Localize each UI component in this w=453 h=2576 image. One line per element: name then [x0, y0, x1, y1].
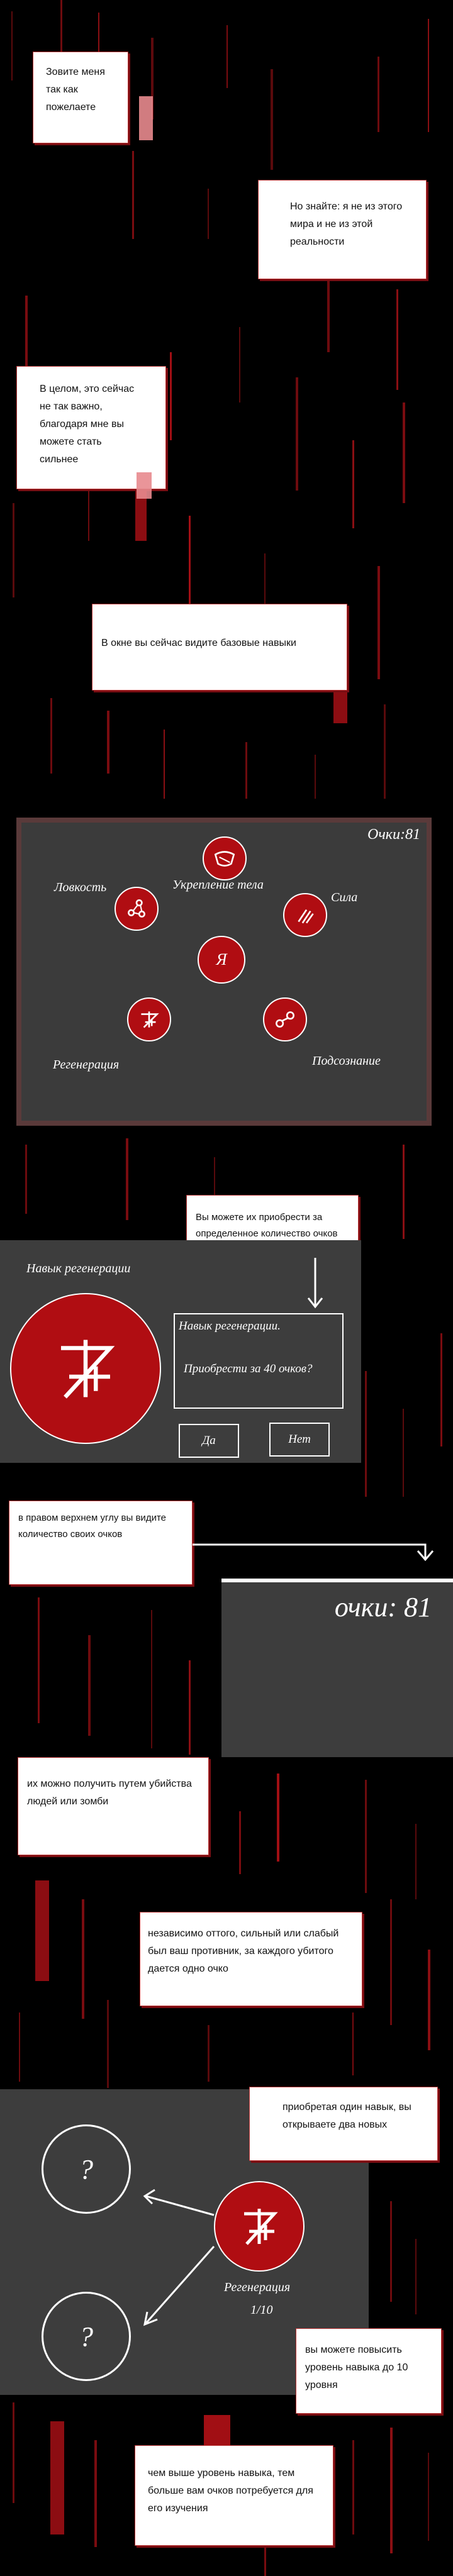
- speech-bubble-11: [135, 2445, 333, 2546]
- bubble-6-text: в правом верхнем углу вы видите количество своих очков: [18, 1513, 166, 1540]
- center-icon-glyph: Я: [216, 950, 227, 969]
- rain-streak: [277, 1774, 279, 1862]
- rain-streak: [315, 755, 316, 799]
- arrow-down-icon: [306, 1258, 325, 1321]
- rain-streak: [25, 1145, 27, 1214]
- rain-streak: [189, 1660, 191, 1755]
- link-icon: [272, 1006, 298, 1033]
- bubble-7-text: их можно получить путем убийства людей или зомби: [27, 1779, 192, 1807]
- skill-agility-button[interactable]: [115, 887, 159, 931]
- rain-streak: [151, 1610, 152, 1748]
- points-panel: [221, 1579, 453, 1757]
- rain-streak: [396, 289, 398, 390]
- rune-icon: [45, 1328, 126, 1409]
- bubble-tab: [137, 472, 152, 499]
- skill-body-label: Укрепление тела: [172, 878, 264, 892]
- rune-icon: [234, 2201, 284, 2251]
- skill-strength-label: Сила: [331, 891, 358, 904]
- arrow-right-icon: [193, 1532, 438, 1563]
- rain-streak: [88, 1635, 91, 1736]
- rain-streak: [296, 377, 298, 491]
- rain-streak: [428, 1950, 430, 2050]
- unknown-skill-2[interactable]: ?: [42, 2292, 131, 2381]
- speech-bubble-2: [258, 180, 427, 279]
- rain-streak: [352, 440, 354, 528]
- skill-regen-button[interactable]: [127, 997, 171, 1041]
- rain-streak: [264, 2547, 266, 2576]
- speech-bubble-3: [16, 366, 166, 489]
- speech-bubble-9: [249, 2087, 438, 2161]
- speech-bubble-7: [18, 1757, 209, 1855]
- purchase-dialog-question: Приобрести за 40 очков?: [184, 1362, 313, 1375]
- bubble-2-text: Но знайте: я не из этого мира и не из этой реальности: [290, 201, 403, 247]
- unknown-skill-1[interactable]: ?: [42, 2124, 131, 2214]
- bubble-4-text: В окне вы сейчас видите базовые навыки: [101, 638, 296, 648]
- yes-button[interactable]: Да: [179, 1424, 239, 1458]
- rain-streak: [428, 2453, 429, 2541]
- rain-streak: [403, 1409, 404, 1497]
- rain-streak: [264, 553, 266, 604]
- rain-streak: [384, 704, 386, 799]
- speech-bubble-4: [92, 604, 347, 691]
- rain-streak: [428, 19, 429, 132]
- rain-streak: [132, 151, 134, 239]
- rain-streak: [38, 1597, 40, 1723]
- bubble-1-text: Зовите меня так как пожелаете: [46, 67, 105, 113]
- rain-streak: [327, 277, 330, 352]
- purchase-dialog: [174, 1313, 344, 1409]
- rain-streak: [11, 11, 13, 80]
- molecule-icon: [123, 896, 150, 922]
- rain-streak: [94, 2440, 97, 2547]
- rain-streak: [390, 2428, 393, 2553]
- rain-streak: [208, 2025, 210, 2082]
- points-display: очки: 81: [334, 1592, 432, 1623]
- rain-streak: [50, 2421, 64, 2534]
- purchase-dialog-title: Навык регенерации.: [179, 1319, 281, 1333]
- tree-skill-name: Регенерация: [224, 2280, 291, 2294]
- speech-bubble-6: [9, 1501, 193, 1585]
- rain-streak: [378, 57, 379, 132]
- points-counter: Очки:81: [367, 826, 420, 843]
- rain-streak: [403, 1145, 405, 1239]
- rain-streak: [365, 1780, 367, 1893]
- rain-streak: [13, 2402, 14, 2503]
- rain-streak: [189, 516, 191, 604]
- bubble-tab: [139, 96, 153, 140]
- rain-streak: [126, 1138, 128, 1220]
- regen-skill-icon: [10, 1293, 161, 1444]
- rain-streak: [164, 730, 165, 799]
- speech-bubble-10: [296, 2328, 442, 2414]
- regen-panel-title: Навык регенерации: [26, 1262, 131, 1275]
- rain-streak: [98, 13, 99, 57]
- rain-streak: [107, 2000, 109, 2088]
- speech-bubble-1: [33, 52, 128, 143]
- bubble-9-text: приобретая один навык, вы открываете два новых: [282, 2102, 411, 2130]
- branch-arrows: [138, 2184, 226, 2347]
- rain-streak: [440, 1333, 442, 1446]
- rain-streak: [107, 711, 109, 774]
- skill-body-button[interactable]: [203, 836, 247, 880]
- rain-streak: [415, 1824, 417, 1899]
- skill-regen-label: Регенерация: [53, 1058, 120, 1072]
- rain-streak: [378, 566, 380, 679]
- no-button[interactable]: Нет: [269, 1423, 330, 1457]
- muscle-icon: [211, 845, 238, 872]
- bubble-11-text: чем выше уровень навыка, тем больше вам очков потребуется для его изучения: [148, 2468, 313, 2514]
- bubble-10-text: вы можете повысить уровень навыка до 10 уровня: [305, 2345, 408, 2390]
- rain-streak: [245, 742, 247, 799]
- rain-streak: [365, 1371, 367, 1497]
- bubble-5-text: Вы можете их приобрести за определенное количество очков: [196, 1212, 338, 1240]
- regen-node[interactable]: [214, 2181, 305, 2272]
- rain-streak: [50, 698, 52, 774]
- skill-center-button[interactable]: [198, 936, 245, 984]
- tree-skill-level: 1/10: [250, 2303, 273, 2317]
- rain-streak: [208, 189, 209, 239]
- rain-streak: [239, 1811, 241, 1874]
- skill-agility-label: Ловкость: [54, 880, 107, 894]
- rain-streak: [390, 2201, 392, 2302]
- rain-streak: [415, 2239, 417, 2314]
- bubble-8-text: независимо оттого, сильный или слабый был ваш противник, за каждого убитого дается одно очко: [148, 1928, 339, 1974]
- rain-streak: [271, 69, 273, 170]
- rain-streak: [82, 1899, 84, 2019]
- speech-bubble-8: [140, 1912, 362, 2006]
- rain-streak: [35, 1880, 49, 1981]
- skills-window: [16, 818, 432, 1126]
- bubble-3-text: В целом, это сейчас не так важно, благодаря мне вы можете стать сильнее: [40, 384, 135, 465]
- rain-streak: [170, 352, 172, 440]
- rain-streak: [403, 402, 405, 503]
- rain-streak: [352, 2012, 354, 2075]
- rain-streak: [352, 2440, 354, 2534]
- rain-streak: [390, 1899, 392, 2025]
- skill-subconscious-button[interactable]: [263, 997, 307, 1041]
- skill-strength-button[interactable]: [283, 893, 327, 937]
- skill-subconscious-label: Подсознание: [312, 1054, 381, 1068]
- rain-streak: [13, 503, 14, 597]
- claw-icon: [292, 902, 318, 928]
- rain-streak: [239, 327, 240, 402]
- rain-streak: [226, 25, 228, 88]
- rain-streak: [19, 2012, 20, 2082]
- rune-icon: [136, 1006, 162, 1033]
